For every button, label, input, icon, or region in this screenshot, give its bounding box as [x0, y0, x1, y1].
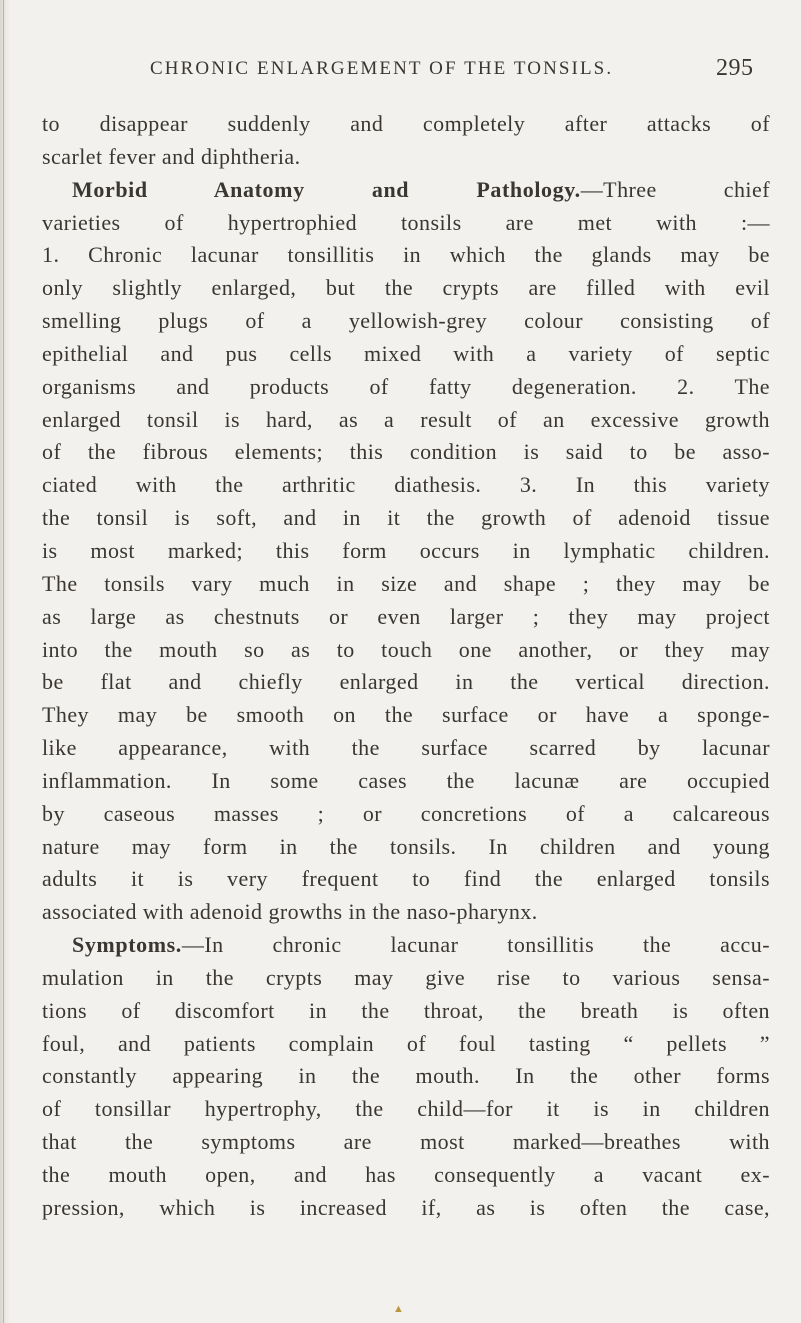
line-text: The tonsils vary much in size and shape ; they may be [42, 570, 770, 596]
line-text: inflammation. In some cases the lacunæ are occupied [42, 767, 770, 793]
line-text: be flat and chiefly enlarged in the vertical direction. [42, 669, 770, 695]
section-heading: Symptoms. [72, 932, 182, 958]
page-binding-edge [0, 0, 10, 1323]
line-text: nature may form in the tonsils. In children and young [42, 833, 770, 859]
text-line [42, 863, 770, 896]
text-line [42, 1159, 770, 1192]
text-line [42, 436, 770, 469]
line-text: enlarged tonsil is hard, as a result of an excessive growth [42, 406, 770, 432]
line-text: constantly appearing in the mouth. In the other forms [42, 1063, 770, 1089]
text-line [42, 1028, 770, 1061]
line-text: like appearance, with the surface scarred by lacunar [42, 735, 770, 761]
section-heading: Morbid Anatomy and Pathology. [72, 176, 581, 202]
line-text: —Three chief [580, 176, 770, 202]
text-line [42, 469, 770, 502]
line-text: that the symptoms are most marked—breathes with [42, 1129, 770, 1155]
text-line [42, 108, 770, 141]
line-text: epithelial and pus cells mixed with a variety of septic [42, 340, 770, 366]
text-line [42, 798, 770, 831]
line-text: by caseous masses ; or concretions of a calcareous [42, 800, 770, 826]
text-line [42, 1093, 770, 1126]
text-line [42, 338, 770, 371]
line-text: 1. Chronic lacunar tonsillitis in which the glands may be [42, 242, 770, 268]
text-line [42, 371, 770, 404]
line-text: They may be smooth on the surface or have a sponge- [42, 702, 770, 728]
line-text: smelling plugs of a yellowish-grey colour consisting of [42, 308, 770, 334]
running-head-title: CHRONIC ENLARGEMENT OF THE TONSILS. [150, 58, 614, 79]
text-line [42, 831, 770, 864]
line-text: the mouth open, and has consequently a vacant ex- [42, 1162, 770, 1187]
text-line [42, 666, 770, 699]
running-head [0, 55, 801, 88]
text-line [42, 1126, 770, 1159]
line-text: mulation in the crypts may give rise to various sensa- [42, 964, 770, 990]
text-line [42, 1060, 770, 1093]
line-text: ciated with the arthritic diathesis. 3. In this variety [42, 472, 770, 498]
text-line [42, 634, 770, 667]
body-text [42, 108, 770, 1225]
line-text: into the mouth so as to touch one another, or they may [42, 636, 770, 662]
line-text: as large as chestnuts or even larger ; they may project [42, 603, 770, 629]
line-text: organisms and products of fatty degeneration. 2. The [42, 373, 770, 399]
text-line [42, 896, 770, 929]
line-text: foul, and patients complain of foul tasting “ pellets ” [42, 1030, 770, 1056]
text-line [42, 141, 770, 174]
printer-mark-icon: ▲ [393, 1303, 404, 1315]
line-text: is most marked; this form occurs in lymphatic children. [42, 537, 770, 563]
text-line [42, 765, 770, 798]
line-text: only slightly enlarged, but the crypts are filled with evil [42, 275, 770, 301]
text-line [42, 568, 770, 601]
text-line [42, 601, 770, 634]
text-line [42, 699, 770, 732]
text-line [42, 732, 770, 765]
line-text: to disappear suddenly and completely after attacks of [42, 111, 770, 136]
line-text: associated with adenoid growths in the naso-pharynx. [42, 899, 538, 925]
text-line [42, 535, 770, 568]
line-text: the tonsil is soft, and in it the growth of adenoid tissue [42, 505, 770, 531]
text-line [42, 1192, 770, 1225]
text-line [42, 239, 770, 272]
text-line [42, 305, 770, 338]
text-line [42, 962, 770, 995]
section-heading-line [42, 174, 770, 207]
line-text: —In chronic lacunar tonsillitis the accu- [181, 932, 770, 958]
text-line [42, 207, 770, 240]
line-text: tions of discomfort in the throat, the breath is often [42, 997, 770, 1023]
line-text: scarlet fever and diphtheria. [42, 143, 301, 169]
line-text: of tonsillar hypertrophy, the child—for it is in children [42, 1096, 770, 1122]
line-text: of the fibrous elements; this condition is said to be asso- [42, 439, 770, 465]
text-line [42, 502, 770, 535]
text-line [42, 272, 770, 305]
line-text: varieties of hypertrophied tonsils are met with :— [42, 209, 770, 235]
page-number: 295 [716, 55, 754, 81]
section-heading-line [42, 929, 770, 962]
line-text: pression, which is increased if, as is often the case, [42, 1194, 770, 1220]
line-text: adults it is very frequent to find the enlarged tonsils [42, 866, 770, 892]
text-line [42, 404, 770, 437]
text-line [42, 995, 770, 1028]
